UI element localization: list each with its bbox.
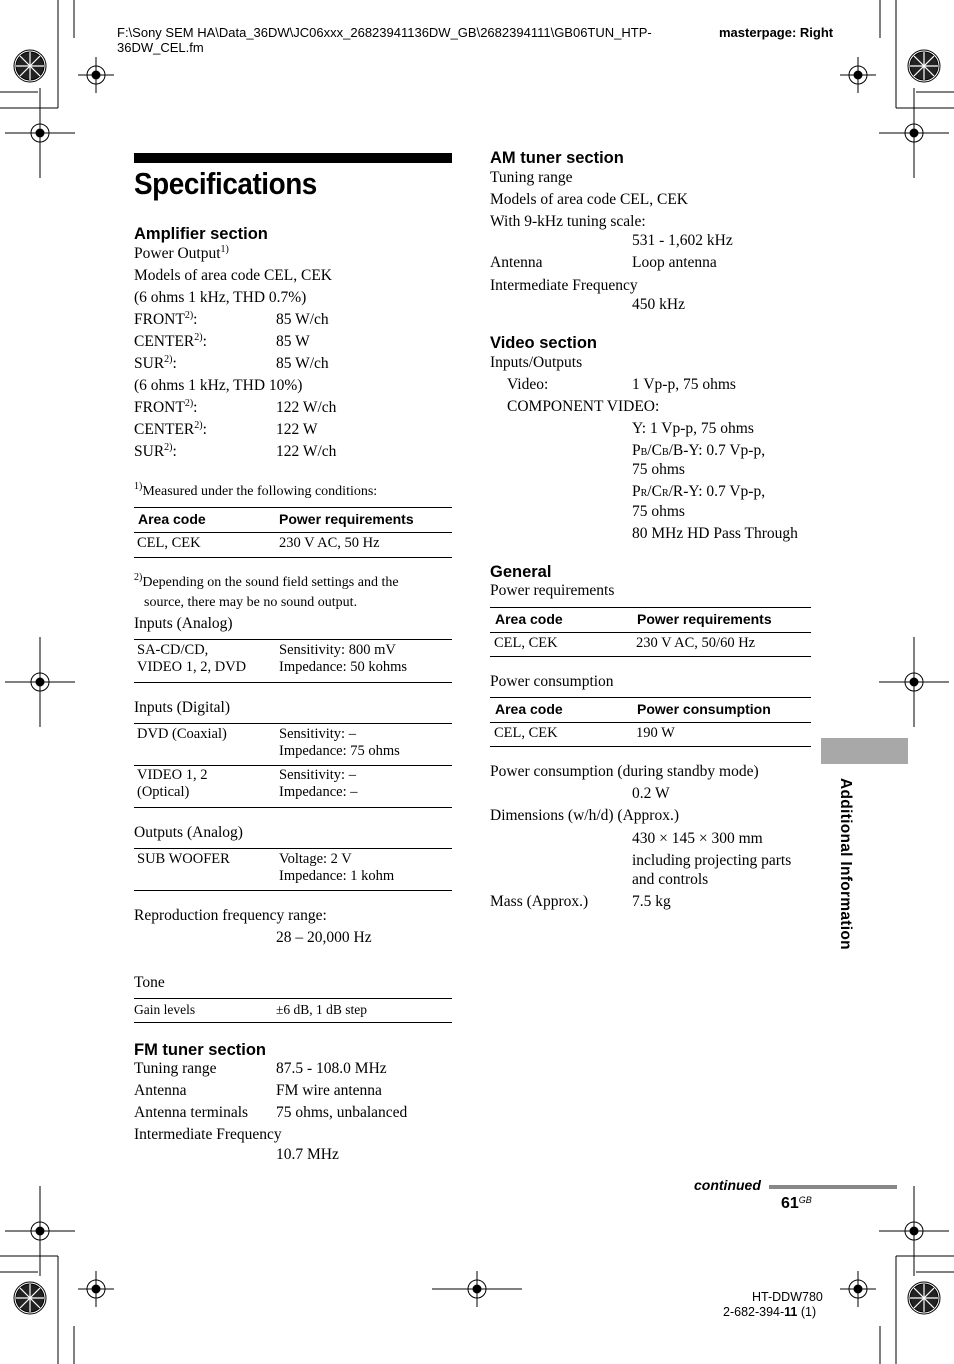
title-bar — [134, 153, 452, 163]
fm-heading: FM tuner section — [134, 1041, 267, 1059]
table-rule — [134, 1022, 452, 1023]
table-rule — [134, 848, 452, 849]
spec-label: With 9-kHz tuning scale: — [490, 213, 646, 230]
table-cell: 190 W — [636, 725, 675, 741]
spec-label: CENTER$^{2)}$: — [134, 420, 207, 438]
table-header: Area code — [138, 511, 206, 527]
spec-value: 122 W/ch — [276, 443, 337, 460]
spec-value: 430 × 145 × 300 mm — [632, 830, 763, 847]
spec-value: 122 W/ch — [276, 399, 337, 416]
spec-value: 85 W/ch — [276, 355, 329, 372]
table-header: Area code — [495, 611, 563, 627]
models-label: Models of area code CEL, CEK — [134, 267, 332, 284]
table-cell: Gain levels — [134, 1002, 196, 1017]
table-rule — [134, 532, 452, 533]
spec-value: Loop antenna — [632, 254, 717, 271]
file-path — [117, 25, 652, 55]
spec-label: Tuning range — [134, 1060, 217, 1077]
table-cell: VIDEO 1, 2 — [137, 767, 208, 783]
spec-label: FRONT$^{2)}$: — [134, 310, 198, 328]
table-rule — [134, 639, 452, 640]
spec-value: and controls — [632, 871, 709, 888]
table-rule — [134, 998, 452, 999]
spec-label: SUR$^{2)}$: — [134, 354, 177, 372]
footnote-1: $^{1)}$Measured under the following conditions: — [134, 481, 378, 499]
table-cell: CEL, CEK — [137, 535, 201, 551]
table-rule — [134, 723, 452, 724]
table-cell: SUB WOOFER — [137, 851, 230, 867]
model-number: HT-DDW780 — [752, 1290, 823, 1304]
continued-bar — [769, 1185, 897, 1189]
table-cell: CEL, CEK — [494, 635, 558, 651]
table-cell: Sensitivity: 800 mV — [279, 642, 396, 658]
condition-1: (6 ohms 1 kHz, THD 0.7%) — [134, 289, 307, 306]
amplifier-heading: Amplifier section — [134, 225, 268, 243]
masterpage-label: masterpage: Right — [719, 25, 834, 40]
spec-label: Inputs/Outputs — [490, 354, 583, 371]
table-cell: DVD (Coaxial) — [137, 726, 227, 742]
spec-value: Y: 1 Vp-p, 75 ohms — [632, 420, 754, 437]
table-cell: Impedance: 1 kohm — [279, 868, 395, 884]
table-cell: Impedance: 75 ohms — [279, 743, 400, 759]
spec-label: FRONT$^{2)}$: — [134, 398, 198, 416]
file-path-line-2: 36DW_CEL.fm — [117, 40, 204, 55]
table-cell: SA-CD/CD, — [137, 642, 209, 658]
spec-label: Antenna — [134, 1082, 187, 1099]
footnote-2: $^{2)}$Depending on the sound field settings and the — [134, 572, 399, 590]
outputs-analog-label: Outputs (Analog) — [134, 824, 243, 841]
spec-value: FM wire antenna — [276, 1082, 382, 1099]
continued-label: continued — [694, 1177, 761, 1193]
inputs-digital-label: Inputs (Digital) — [134, 699, 230, 716]
document-code: 2-682-394-11 (1) — [723, 1305, 817, 1319]
spec-value: 85 W — [276, 333, 310, 350]
table-rule — [490, 656, 811, 657]
spec-value: 122 W — [276, 421, 318, 438]
table-header: Area code — [495, 701, 563, 717]
spec-value: 75 ohms — [632, 503, 685, 520]
table-cell: 230 V AC, 50/60 Hz — [636, 635, 756, 651]
spec-label: Mass (Approx.) — [490, 893, 589, 910]
spec-label: Antenna terminals — [134, 1104, 249, 1121]
spec-value: 80 MHz HD Pass Through — [632, 525, 798, 542]
table-cell: (Optical) — [137, 784, 190, 800]
table-rule — [134, 557, 452, 558]
spec-value: 450 kHz — [632, 296, 685, 313]
table-rule — [490, 722, 811, 723]
table-rule — [490, 607, 811, 608]
power-output-label: Power Output$^{1)}$ — [134, 244, 229, 262]
table-header: Power consumption — [637, 701, 771, 717]
spec-label: Power consumption (during standby mode) — [490, 763, 759, 780]
spec-value: 10.7 MHz — [276, 1146, 339, 1163]
table-cell: 230 V AC, 50 Hz — [279, 535, 380, 551]
table-cell: Impedance: – — [279, 784, 358, 800]
spec-label: Dimensions (w/h/d) (Approx.) — [490, 807, 679, 824]
spec-label: SUR$^{2)}$: — [134, 442, 177, 460]
am-heading: AM tuner section — [490, 149, 624, 167]
inputs-analog-label: Inputs (Analog) — [134, 615, 233, 632]
spec-value: PR/CR/R-Y: 0.7 Vp-p, — [632, 483, 766, 500]
spec-value: 7.5 kg — [632, 893, 671, 910]
table-cell: ±6 dB, 1 dB step — [276, 1002, 368, 1017]
table-cell: CEL, CEK — [494, 725, 558, 741]
spec-value: 75 ohms, unbalanced — [276, 1104, 408, 1121]
table-header: Power requirements — [637, 611, 772, 627]
footnote-2-cont: source, there may be no sound output. — [144, 595, 358, 610]
table-cell: Impedance: 50 kohms — [279, 659, 408, 675]
condition-2: (6 ohms 1 kHz, THD 10%) — [134, 377, 303, 394]
spec-label: COMPONENT VIDEO: — [507, 398, 660, 415]
spec-label: Intermediate Frequency — [490, 277, 638, 294]
table-rule — [134, 890, 452, 891]
spec-value: 85 W/ch — [276, 311, 329, 328]
spec-label: Models of area code CEL, CEK — [490, 191, 688, 208]
spec-value: 1 Vp-p, 75 ohms — [632, 376, 736, 393]
spec-label: Power requirements — [490, 582, 615, 599]
table-rule — [134, 765, 452, 766]
spec-value: 0.2 W — [632, 785, 670, 802]
side-tab-label: Additional Information — [837, 778, 854, 950]
table-rule — [134, 682, 452, 683]
general-heading: General — [490, 563, 552, 581]
table-rule — [134, 507, 452, 508]
spec-value: PB/CB/B-Y: 0.7 Vp-p, — [632, 442, 766, 459]
spec-label: CENTER$^{2)}$: — [134, 332, 207, 350]
spec-value: 531 - 1,602 kHz — [632, 232, 733, 249]
tone-label: Tone — [134, 974, 165, 991]
page-title: Specifications — [134, 166, 317, 201]
spec-label: Tuning range — [490, 169, 573, 186]
side-tab-marker — [821, 738, 908, 764]
table-rule — [490, 697, 811, 698]
repro-value: 28 – 20,000 Hz — [276, 929, 372, 946]
video-heading: Video section — [490, 334, 597, 352]
spec-label: Intermediate Frequency — [134, 1126, 282, 1143]
table-cell: Sensitivity: – — [279, 726, 356, 742]
spec-value: 87.5 - 108.0 MHz — [276, 1060, 387, 1077]
table-cell: Voltage: 2 V — [279, 851, 352, 867]
table-rule — [134, 807, 452, 808]
spec-label: Video: — [507, 376, 549, 393]
table-rule — [490, 632, 811, 633]
spec-value: 75 ohms — [632, 461, 685, 478]
table-rule — [490, 746, 811, 747]
table-header: Power requirements — [279, 511, 414, 527]
table-cell: Sensitivity: – — [279, 767, 356, 783]
table-cell: VIDEO 1, 2, DVD — [137, 659, 247, 675]
spec-label: Power consumption — [490, 673, 614, 690]
page-number: $61^{GB}$ — [781, 1195, 812, 1212]
repro-label: Reproduction frequency range: — [134, 907, 327, 924]
file-path-line-1: F:\Sony SEM HA\Data_36DW\JC06xxx_26823941136DW_GB\2682394111\GB06TUN_HTP- — [117, 25, 652, 40]
spec-label: Antenna — [490, 254, 543, 271]
spec-value: including projecting parts — [632, 852, 792, 869]
